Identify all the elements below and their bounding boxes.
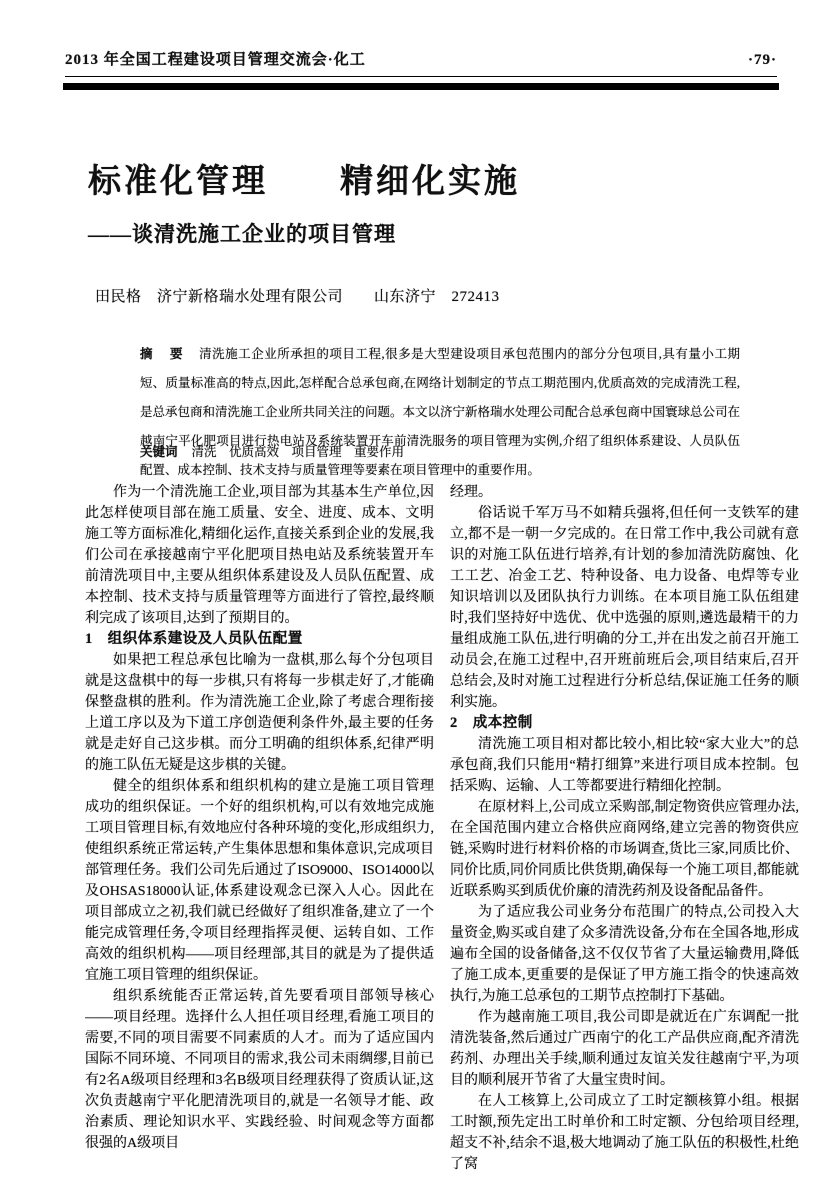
section-heading-2: 2 成本控制 — [450, 715, 533, 731]
article-subtitle: ——谈清洗施工企业的项目管理 — [88, 222, 396, 246]
body-paragraph: 健全的组织体系和组织机构的建立是施工项目管理成功的组织保证。一个好的组织机构,可以有效地完成施工项目管理目标,有效地应付各种环境的变化,形成组织力,使组织系统正常运转,产生集体思想和集体意识,完成项目部管理任务。我们公司先后通过了ISO9000、ISO14000以及OHSAS18000认证,体系建设观念已深入人心。因此在项目部成立之初,我们就已经做好了组织准备,建立了一个能完成管理任务,令项目经理指挥灵便、运转自如、工作高效的组织机构——项目经理部,其目的就是为了提供适宜施工项目管理的组织保证。 — [85, 779, 434, 983]
body-paragraph: 俗话说千军万马不如精兵强将,但任何一支铁军的建立,都不是一朝一夕完成的。在日常工作中,我公司就有意识的对施工队伍进行培养,有计划的参加清洗防腐蚀、化工工艺、冶金工艺、特种设备、电力设备、电焊等专业知识培训以及团队执行力训练。在本项目施工队伍组建时,我们坚持好中选优、优中选强的原则,遴选最精干的力量组成施工队伍,进行明确的分工,并在出发之前召开施工动员会,在施工过程中,召开班前班后会,项目结束后,召开总结会,及时对施工过程进行分析总结,保证施工任务的顺利实施。 — [450, 506, 799, 710]
abstract-text: 清洗施工企业所承担的项目工程,很多是大型建设项目承包范围内的部分分包项目,具有量小工期短、质量标准高的特点,因此,怎样配合总承包商,在网络计划制定的节点工期范围内,优质高效的完成清洗工程,是总承包商和清洗施工企业所共同关注的问题。本文以济宁新格瑞水处理公司配合总承包商中国寰球总公司在越南宁平化肥项目进行热电站及系统装置开车前清洗服务的项目管理为实例,介绍了组织体系建设、人员队伍配置、成本控制、技术支持与质量管理等要素在项目管理中的重要作用。 — [140, 347, 741, 477]
running-header — [65, 48, 777, 69]
page-number: ·79· — [747, 52, 777, 68]
left-column — [85, 482, 434, 1172]
body-paragraph: 在原材料上,公司成立采购部,制定物资供应管理办法,在全国范围内建立合格供应商网络,建立完善的物资供应链,采购时进行材料价格的市场调查,货比三家,同质比价、同价比质,同价同质比供货期,确保每一个施工项目,都能就近联系购买到质优价廉的清洗药剂及设备配品备件。 — [450, 800, 799, 899]
body-paragraph: 清洗施工项目相对都比较小,相比较“家大业大”的总承包商,我们只能用“精打细算”来进行项目成本控制。包括采购、运输、人工等都要进行精细化控制。 — [450, 737, 799, 794]
body-paragraph: 在人工核算上,公司成立了工时定额核算小组。根据工时额,预先定出工时单价和工时定额、分包给项目经理,超支不补,结余不退,极大地调动了施工队伍的积极性,杜绝了窝 — [450, 1094, 799, 1172]
paragraph-continuation: 经理。 — [450, 485, 492, 500]
conference-title: 2013 年全国工程建设项目管理交流会·化工 — [65, 52, 366, 68]
article-body — [85, 482, 799, 1172]
keywords-block — [140, 438, 740, 467]
keywords-text: 清洗 优质高效 项目管理 重要作用 — [191, 445, 405, 459]
header-rule-thick — [63, 83, 779, 90]
body-paragraph: 如果把工程总承包比喻为一盘棋,那么每个分包项目就是这盘棋中的每一步棋,只有将每一步棋走好了,才能确保整盘棋的胜利。作为清洗施工企业,除了考虑合理衔接上道工序以及为下道工序创造便利条件外,最主要的任务就是走好自己这步棋。而分工明确的组织体系,纪律严明的施工队伍无疑是这步棋的关键。 — [85, 653, 434, 773]
body-paragraph: 组织系统能否正常运转,首先要看项目部领导核心——项目经理。选择什么人担任项目经理,看施工项目的需要,不同的项目需要不同素质的人才。而为了适应国内国际不同环境、不同项目的需求,我公司未雨绸缪,目前已有2名A级项目经理和3名B级项目经理获得了资质认证,这次负责越南宁平化肥清洗项目的,就是一名领导才能、政治素质、理论知识水平、实践经验、时间观念等方面都很强的A级项目 — [85, 989, 434, 1151]
author-line: 田民格 济宁新格瑞水处理有限公司 山东济宁 272413 — [95, 289, 500, 305]
header-rule-thin — [65, 76, 777, 77]
body-paragraph: 作为一个清洗施工企业,项目部为其基本生产单位,因此怎样使项目部在施工质量、安全、进度、成本、文明施工等方面标准化,精细化运作,直接关系到企业的发展,我们公司在承接越南宁平化肥项目热电站及系统装置开车前清洗项目中,主要从组织体系建设及人员队伍配置、成本控制、技术支持与质量管理等方面进行了管控,最终顺利完成了该项目,达到了预期目的。 — [85, 485, 434, 626]
body-paragraph: 作为越南施工项目,我公司即是就近在广东调配一批清洗装备,然后通过广西南宁的化工产品供应商,配齐清洗药剂、办理出关手续,顺利通过友谊关发往越南宁平,为项目的顺利展开节省了大量宝贵时间。 — [450, 1010, 799, 1088]
body-paragraph: 为了适应我公司业务分布范围广的特点,公司投入大量资金,购买或自建了众多清洗设备,分布在全国各地,形成遍布全国的设备储备,这不仅仅节省了大量运输费用,降低了施工成本,更重要的是保证了甲方施工指令的快速高效执行,为施工总承包的工期节点控制打下基础。 — [450, 905, 799, 1004]
article-title: 标准化管理 精细化实施 — [88, 164, 520, 200]
right-column — [450, 482, 799, 1172]
abstract-label: 摘 要 — [140, 347, 186, 361]
keywords-label: 关键词 — [140, 445, 178, 459]
section-heading-1: 1 组织体系建设及人员队伍配置 — [85, 631, 303, 647]
